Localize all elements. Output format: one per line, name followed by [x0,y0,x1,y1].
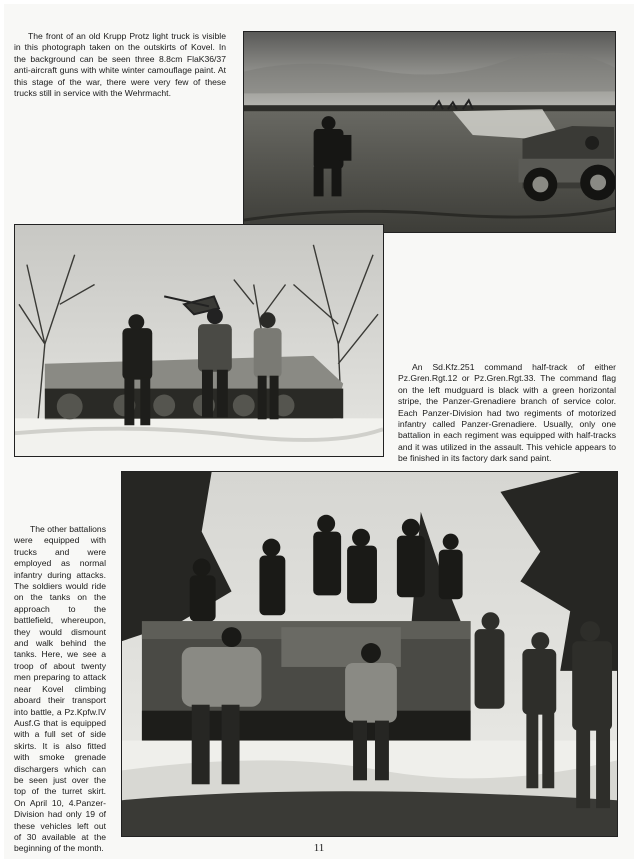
photo-infantry-on-tank [121,471,618,837]
page-number: 11 [313,842,325,854]
caption-infantry-on-tank: The other battalions were equipped with trucks and were employed as normal infantry during attacks. The soldiers would ride on the tanks on the approach to the battlefield, whereupon, they would dismount and walk behind the tanks. Here, we see a troop of about twenty men preparing to attack near Kovel climbing aboard their transport into battle, a Pz.Kpfw.IV Ausf.G that is equipped with a full set of side skirts. It is also fitted with smoke grenade dischargers which can be seen just over the top of the turret skirt. On April 10, 4.Panzer-Division had only 19 of these vehicles left out of 30 available at the beginning of the month. [14,524,106,854]
photo-krupp-truck [243,31,616,233]
photo-command-half-track [14,224,384,457]
caption-command-half-track: An Sd.Kfz.251 command half-track of either Pz.Gren.Rgt.12 or Pz.Gren.Rgt.33. The command flag on the left mudguard is black with a green horizontal stripe, the Panzer-Grenadiere branch of service color. Each Panzer-Division had two regiments of motorized infantry called Panzer-Grenadiere. Usually, only one battalion in each regiment was equipped with half-tracks and it was utilized in the assault. This vehicle appears to be finished in its factory dark sand paint. [398,362,616,464]
caption-krupp-truck: The front of an old Krupp Protz light truck is visible in this photograph taken on the outskirts of Kovel. In the background can be seen three 8.8cm FlaK36/37 anti-aircraft guns with white winter camouflage paint. At this stage of the war, there were very few of these trucks still in service with the Wehrmacht. [14,31,226,99]
